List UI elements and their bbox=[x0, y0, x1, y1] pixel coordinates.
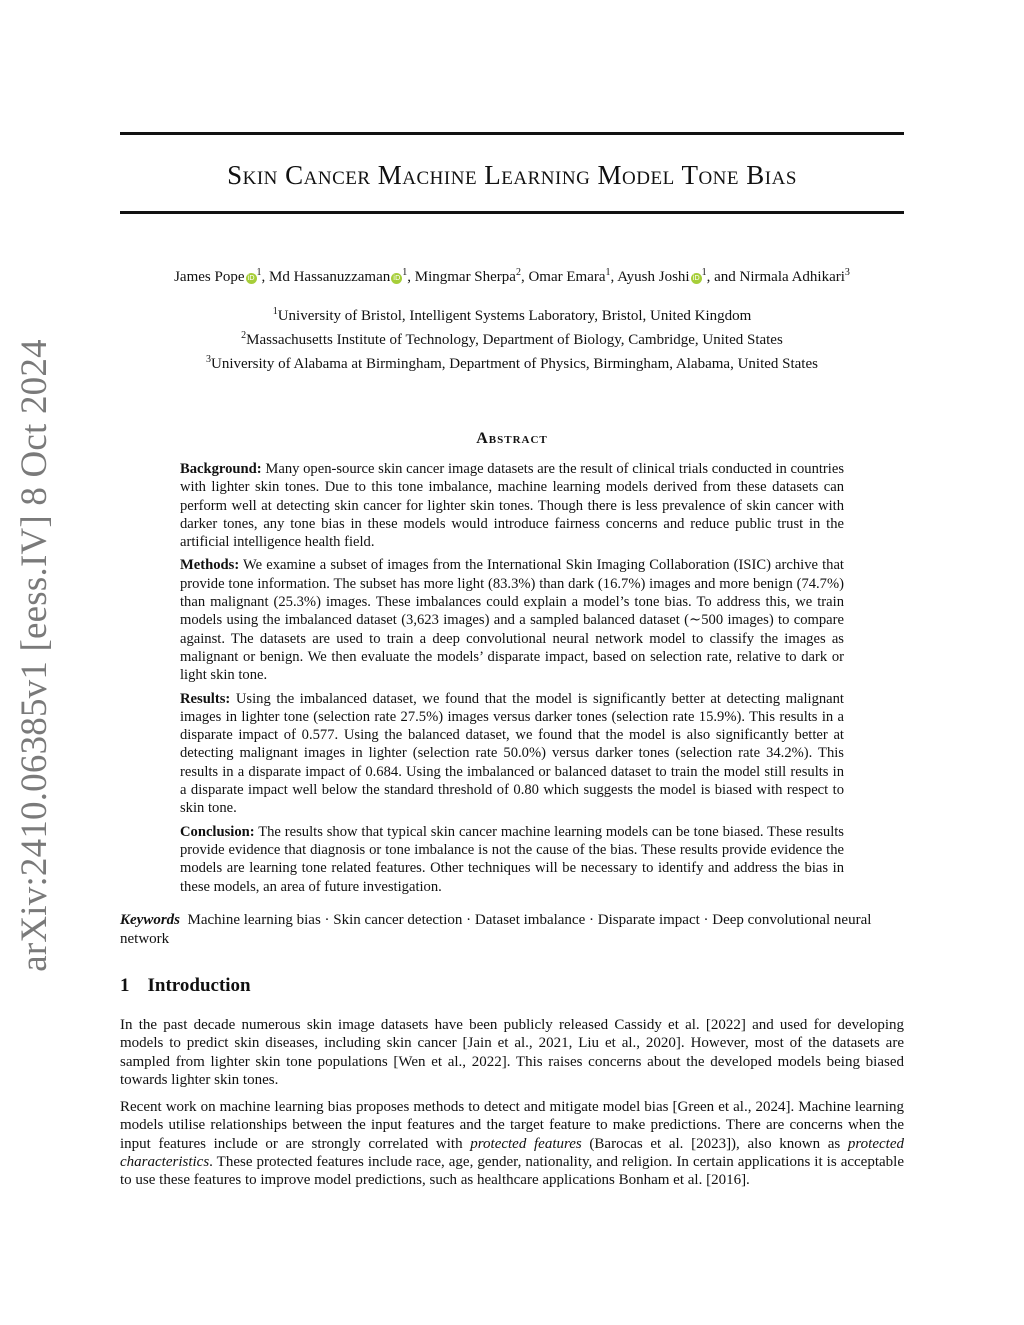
section-title: Introduction bbox=[147, 975, 251, 996]
author: Mingmar Sherpa$^2$ bbox=[414, 267, 521, 285]
abstract-paragraph-methods: Methods: We examine a subset of images from the International Skin Imaging Collaboration (ISIC) archive that provide tone information. The subset has more light (83.3%) than dark (16.7%) images and more benign (74.7%) than malignant (25.3%) images. These imbalances could explain a model’s tone bias. To address this, we train models using the imbalanced dataset (3,623 images) and a sampled balanced dataset (∼500 images) to compare against. The datasets are used to train a deep convolutional neural network model to classify the images as malignant or benign. We then evaluate the models’ disparate impact, based on selection rate, relative to dark or light skin tone. bbox=[180, 557, 844, 684]
arxiv-identifier-text: arXiv:2410.06385v1 [eess.IV] 8 Oct 2024 bbox=[13, 338, 55, 972]
author: Nirmala Adhikari$^3$ bbox=[739, 267, 850, 285]
abstract-paragraph-results: Results: Using the imbalanced dataset, we found that the model is significantly better at detecting malignant images in lighter tone (selection rate 27.5%) images versus darker tones (selection rate 15.9%). This results in a disparate impact of 0.577. Using the balanced dataset, we found that the model is also significantly better at detecting malignant images in lighter (selection rate 50.0%) versus darker tones (selection rate 34.2%). This results in a disparate impact of 0.684. Using the imbalanced or balanced dataset to train the model still results in a disparate impact well below the standard threshold of 0.80 which suggests the model is biased with respect to skin tone. bbox=[180, 690, 844, 817]
keywords bbox=[120, 911, 904, 948]
author-list: James Pope iD $^1$, Md Hassanuzzaman iD $^1$, Mingmar Sherpa$^2$, Omar Emara$^1$, Ayush Joshi iD $^1$, and Nirmala Adhikari$^3$ bbox=[174, 267, 850, 285]
affiliation: $^2$Massachusetts Institute of Technology, Department of Biology, Cambridge, United States bbox=[241, 330, 783, 348]
author: Omar Emara$^1$ bbox=[528, 267, 611, 285]
author: Md Hassanuzzaman iD $^1$ bbox=[269, 267, 408, 285]
affiliation: $^3$University of Alabama at Birmingham, Department of Physics, Birmingham, Alabama, United States bbox=[206, 354, 818, 372]
section-number: 1 bbox=[120, 975, 130, 996]
author: James Pope iD $^1$ bbox=[174, 267, 262, 285]
orcid-icon[interactable]: iD bbox=[393, 274, 401, 282]
abstract-paragraph-background: Background: Many open-source skin cancer image datasets are the result of clinical trials conducted in countries with lighter skin tones. Due to this tone imbalance, machine learning models derived from these datasets can perform well at detecting skin cancer for lighter skin tones. Though there is less prevalence of skin cancer with darker tones, any tone bias in these models would introduce fairness concerns and reduce public trust in the artificial intelligence health field. bbox=[180, 461, 845, 551]
section-heading-introduction bbox=[120, 975, 251, 997]
orcid-icon[interactable]: iD bbox=[247, 274, 255, 282]
abstract-heading: Abstract bbox=[476, 430, 548, 447]
paper-title: Skin Cancer Machine Learning Model Tone Bias bbox=[227, 160, 797, 190]
author: Ayush Joshi iD $^1$ bbox=[617, 267, 707, 285]
title-rule-bottom bbox=[120, 211, 904, 214]
keywords-text: Machine learning bias · Skin cancer detection · Dataset imbalance · Disparate impact · Deep convolutional neural network bbox=[120, 912, 872, 947]
orcid-icon[interactable]: iD bbox=[692, 274, 700, 282]
abstract-body bbox=[180, 460, 844, 901]
affiliation-list bbox=[100, 302, 924, 374]
introduction-paragraph: In the past decade numerous skin image datasets have been publicly released Cassidy et al. [2022] and used for developing models to predict skin diseases, including skin cancer [Jain et al., 2021, Liu et al., 2020]. However, most of the datasets are sampled from lighter skin tone populations [Wen et al., 2022]. This raises concerns about the developed models being biased towards lighter skin tones. bbox=[120, 1017, 904, 1088]
abstract-paragraph-conclusion: Conclusion: The results show that typical skin cancer machine learning models can be tone biased. These results provide evidence that diagnosis or tone imbalance is not the cause of the bias. These results provide evidence the models are learning tone related features. Other techniques will be necessary to identify and address the bias in these models, an area of future investigation. bbox=[180, 823, 844, 895]
affiliation: $^1$University of Bristol, Intelligent Systems Laboratory, Bristol, United Kingdom bbox=[272, 306, 752, 324]
introduction-body bbox=[120, 1016, 904, 1199]
introduction-paragraph: Recent work on machine learning bias proposes methods to detect and mitigate model bias [Green et al., 2024]. Machine learning models utilise relationships between the input features and the target feature to make predictions. There are concerns when the input features include or are strongly correlated with protected features (Barocas et al. [2023]), also known as protected characteristics. These protected features include race, age, gender, nationality, and religion. In certain applications it is acceptable to use these features to improve model predictions, such as healthcare applications Bonham et al. [2016]. bbox=[120, 1099, 904, 1189]
arxiv-identifier-stamp bbox=[6, 338, 62, 972]
title-rule-top bbox=[120, 132, 904, 135]
keywords-label: Keywords bbox=[120, 912, 180, 928]
